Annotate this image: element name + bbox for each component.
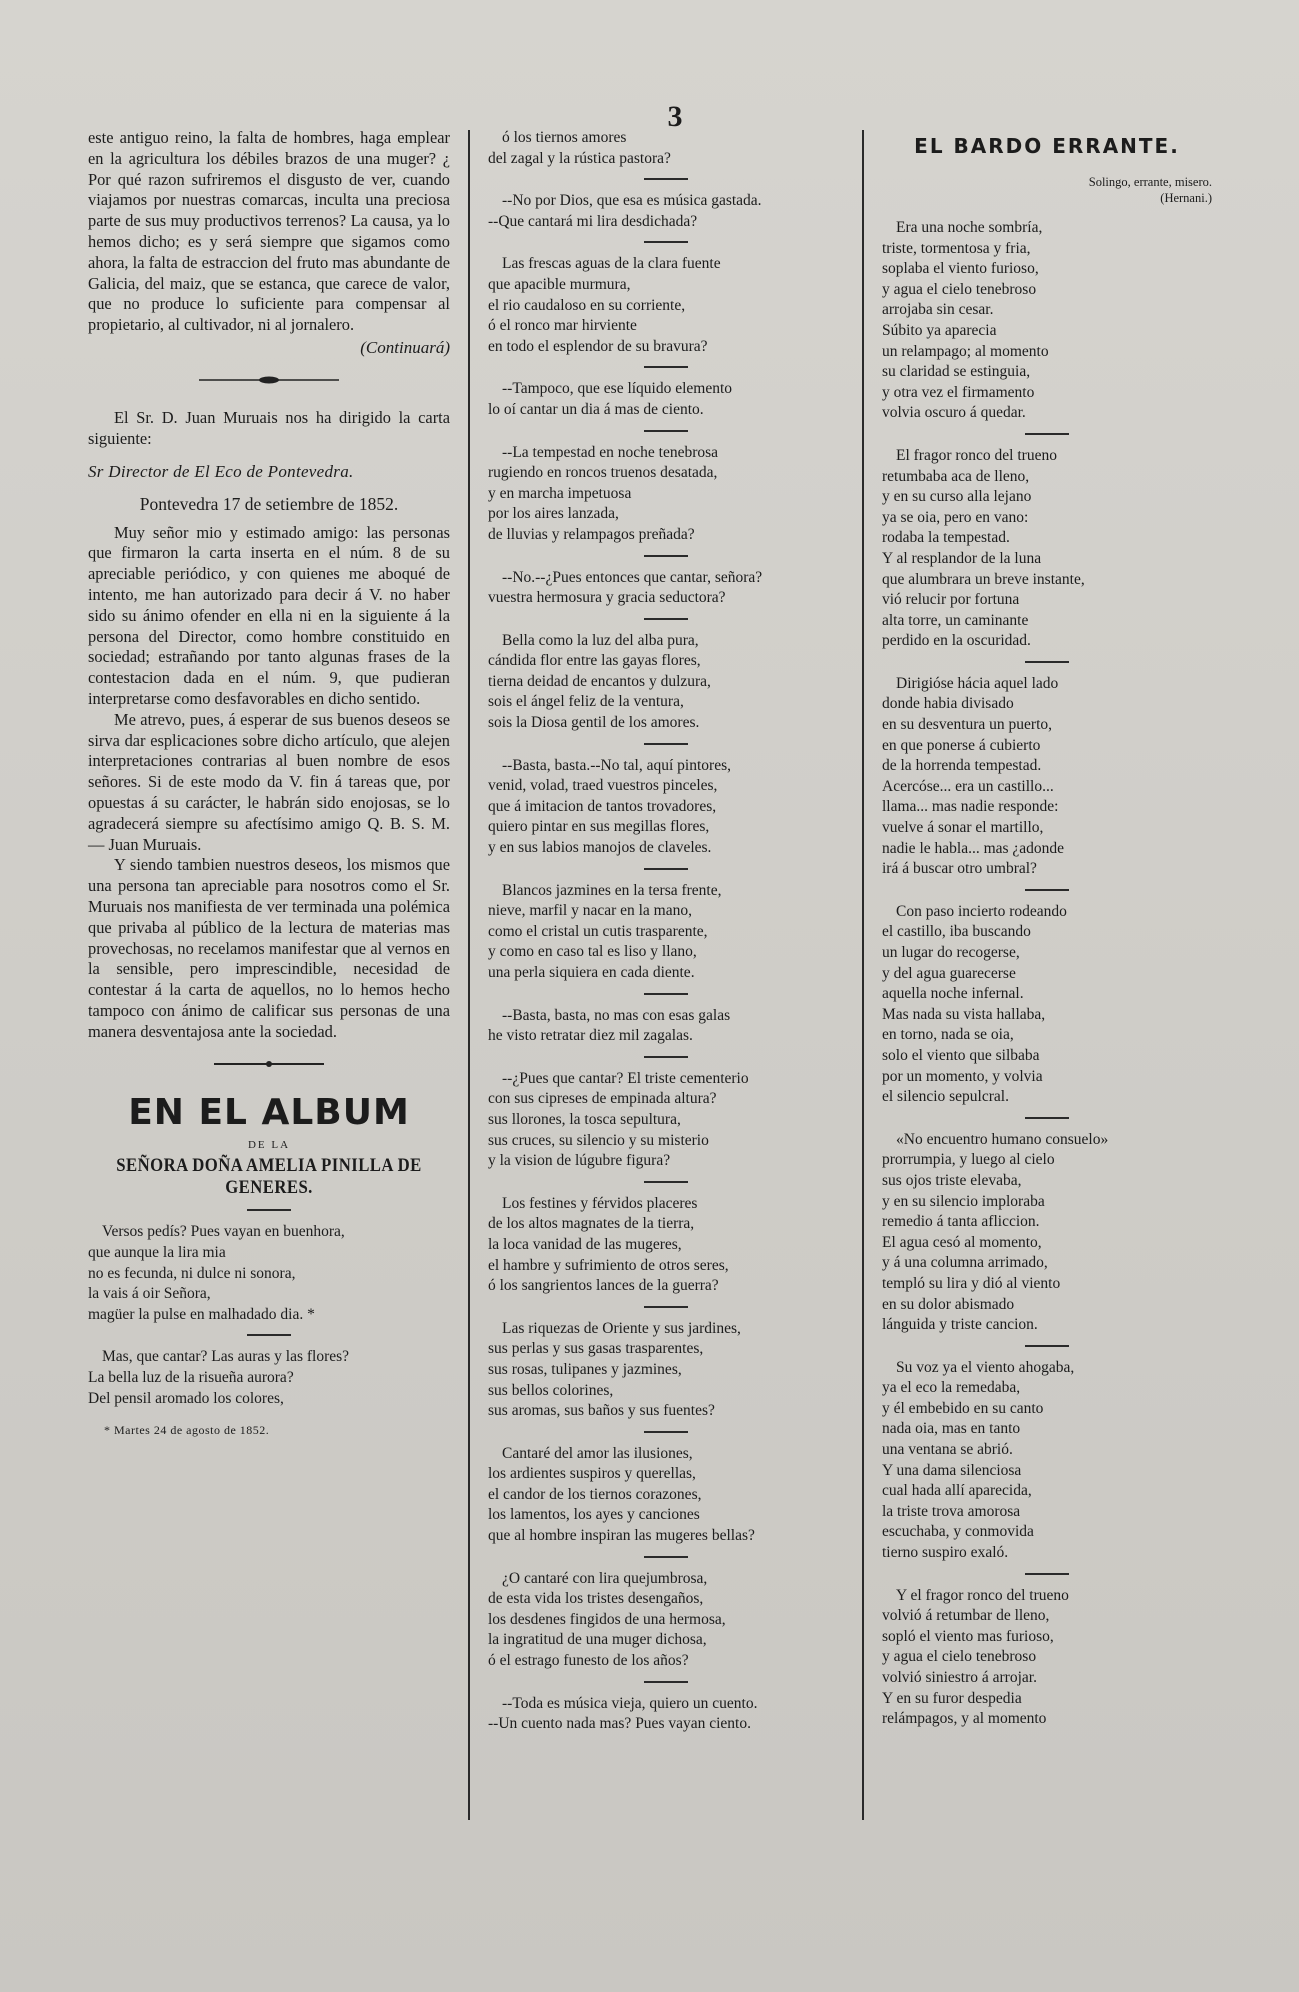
verse-line: Las frescas aguas de la clara fuente <box>502 255 721 273</box>
verse-line: sus rosas, tulipanes y jazmines, <box>488 1360 682 1378</box>
album-title: EN EL ALBUM <box>128 1092 410 1134</box>
verse-line: llama... mas nadie responde: <box>882 798 1059 816</box>
verse-line: cual hada allí aparecida, <box>882 1482 1032 1500</box>
page-number: 3 <box>667 100 683 133</box>
stanza-separator <box>644 618 688 620</box>
verse-line: --Basta, basta, no mas con esas galas <box>502 1006 731 1024</box>
verse-line: Mas, que cantar? Las auras y las flores? <box>102 1348 350 1366</box>
verse-line: --La tempestad en noche tenebrosa <box>502 443 719 461</box>
stanza-separator <box>644 1556 688 1558</box>
verse-line: sois el ángel feliz de la ventura, <box>488 693 684 711</box>
verse-line: tierno suspiro exaló. <box>882 1544 1009 1562</box>
verse-line: que apacible murmura, <box>488 275 631 293</box>
verse-line: he visto retratar diez mil zagalas. <box>488 1027 693 1045</box>
verse-line: irá á buscar otro umbral? <box>882 860 1037 878</box>
verse-line: sois la Diosa gentil de los amores. <box>488 714 700 732</box>
verse-line: los desdenes fingidos de una hermosa, <box>488 1610 726 1628</box>
letter-intro: El Sr. D. Juan Muruais nos ha dirigido la carta siguiente: <box>88 407 450 448</box>
verse-line: sus perlas y sus gasas trasparentes, <box>488 1340 704 1358</box>
verse-line: vió relucir por fortuna <box>882 591 1020 609</box>
verse-line: Era una noche sombría, <box>896 219 1043 236</box>
verse-line: tierna deidad de encantos y dulzura, <box>488 672 711 690</box>
verse-line: rugiendo en roncos truenos desatada, <box>488 464 718 482</box>
epigraph-line: Solingo, errante, misero. <box>1088 175 1212 189</box>
verse-line: --Basta, basta.--No tal, aquí pintores, <box>502 756 731 774</box>
verse-line: alta torre, un caminante <box>882 611 1029 629</box>
verse-line: en todo el esplendor de su bravura? <box>488 337 708 355</box>
verse-line: y otra vez el firmamento <box>882 383 1035 401</box>
verse-line: un relampago; al momento <box>882 342 1049 360</box>
verse-line: ¿O cantaré con lira quejumbrosa, <box>502 1569 708 1587</box>
stanza-separator <box>1025 433 1069 435</box>
verse-line: --Un cuento nada mas? Pues vayan ciento. <box>488 1715 751 1733</box>
verse-line: nieve, marfil y nacar en la mano, <box>488 902 692 920</box>
verse-line: «No encuentro humano consuelo» <box>896 1130 1109 1148</box>
stanza-separator <box>1025 1345 1069 1347</box>
poem-title: EL BARDO ERRANTE. <box>914 134 1180 158</box>
verse-line: prorrumpia, y luego al cielo <box>882 1151 1055 1169</box>
album-poem-continued <box>488 128 843 1735</box>
verse-line: Dirigióse hácia aquel lado <box>896 674 1059 692</box>
verse-line: relámpagos, y al momento <box>882 1710 1047 1728</box>
verse-line: y del agua guarecerse <box>882 964 1016 982</box>
ornament-divider <box>88 1056 450 1074</box>
verse-line: por un momento, y volvia <box>882 1067 1043 1085</box>
verse-line: que alumbrara un breve instante, <box>882 570 1085 588</box>
verse-line: Bella como la luz del alba pura, <box>502 631 699 649</box>
verse-line: volvió á retumbar de lleno, <box>882 1607 1050 1625</box>
verse-line: una perla siquiera en cada diente. <box>488 964 695 981</box>
verse-line: Blancos jazmines en la tersa frente, <box>502 881 722 899</box>
verse-line: el hambre y sufrimiento de otros seres, <box>488 1256 729 1274</box>
verse-line: vuelve á sonar el martillo, <box>882 819 1044 837</box>
verse-line: lánguida y triste cancion. <box>882 1316 1038 1334</box>
epigraph-attribution: (Hernani.) <box>1160 191 1212 205</box>
verse-line: cándida flor entre las gayas flores, <box>488 652 701 670</box>
stanza-separator <box>1025 889 1069 891</box>
continued-note: (Continuará) <box>360 337 450 357</box>
verse-line: y á una columna arrimado, <box>882 1254 1048 1272</box>
ornament-divider <box>88 372 450 390</box>
column-middle <box>488 128 843 1735</box>
verse-line: la loca vanidad de las mugeres, <box>488 1235 682 1253</box>
verse-line: El agua cesó al momento, <box>882 1233 1042 1251</box>
verse-line: y agua el cielo tenebroso <box>882 280 1037 298</box>
verse-line: Con paso incierto rodeando <box>896 902 1067 920</box>
stanza-separator <box>644 366 688 368</box>
column-left <box>88 128 450 1438</box>
verse-line: y en su silencio imploraba <box>882 1192 1045 1210</box>
verse-line: lo oí cantar un dia á mas de ciento. <box>488 400 704 418</box>
verse-line: aquella noche infernal. <box>882 985 1024 1003</box>
verse-line: vuestra hermosura y gracia seductora? <box>488 589 726 607</box>
verse-line: magüer la pulse en malhadado dia. * <box>88 1305 315 1323</box>
verse-line: de lluvias y relampagos preñada? <box>488 525 695 543</box>
stanza-separator <box>644 1681 688 1683</box>
stanza-separator <box>644 1181 688 1183</box>
verse-line: Cantaré del amor las ilusiones, <box>502 1444 693 1462</box>
verse-line: sus llorones, la tosca sepultura, <box>488 1110 681 1128</box>
verse-line: y en sus labios manojos de claveles. <box>488 839 712 857</box>
stanza-separator <box>644 555 688 557</box>
verse-line: nada oia, mas en tanto <box>882 1420 1021 1438</box>
verse-line: retumbaba aca de lleno, <box>882 467 1030 485</box>
verse-line: --Que cantará mi lira desdichada? <box>488 212 698 230</box>
verse-line: sopló el viento mas furioso, <box>882 1627 1054 1645</box>
verse-line: la ingratitud de una muger dichosa, <box>488 1631 707 1649</box>
verse-line: y en su curso alla lejano <box>882 488 1032 506</box>
verse-line: ó el ronco mar hirviente <box>488 317 637 335</box>
article-continuation: este antiguo reino, la falta de hombres, haga emplear en la agricultura los débiles brazos de una muger? ¿ Por qué razon sufriremos el disgusto de ver, cuando viajamos por nuestras comarcas, inculta una preciosa parte de sus muy productivos terrenos? La causa, ya lo hemos dicho; es y será siempre que sigamos como ahora, la falta de estraccion del fruto mas abundante de Galicia, del maiz, que se estanca, que carece de valor, que no produce lo suficiente para compensar al propietario, al cultivador, ni al jornalero. <box>88 128 450 335</box>
album-dedication: SEÑORA DOÑA AMELIA PINILLA DE GENERES. <box>116 1155 422 1199</box>
stanza-separator <box>644 743 688 745</box>
stanza-separator <box>1025 1117 1069 1119</box>
verse-line: sus bellos colorines, <box>488 1381 614 1399</box>
verse-line: por los aires lanzada, <box>488 505 619 523</box>
verse-line: soplaba el viento furioso, <box>882 260 1039 278</box>
verse-line: donde habia divisado <box>882 695 1014 713</box>
verse-line: rodaba la tempestad. <box>882 529 1010 547</box>
verse-line: --Tampoco, que ese líquido elemento <box>502 380 733 398</box>
verse-line: Súbito ya aparecia <box>882 321 997 339</box>
stanza-separator <box>247 1334 291 1336</box>
verse-line: y agua el cielo tenebroso <box>882 1648 1037 1666</box>
letter-dateline: Pontevedra 17 de setiembre de 1852. <box>139 493 399 514</box>
verse-line: sus aromas, sus baños y sus fuentes? <box>488 1402 715 1420</box>
verse-line: --No por Dios, que esa es música gastada. <box>502 192 762 210</box>
stanza-separator <box>644 1056 688 1058</box>
verse-line: el candor de los tiernos corazones, <box>488 1485 702 1503</box>
verse-line: Y el fragor ronco del trueno <box>896 1586 1069 1604</box>
verse-line: de los altos magnates de la tierra, <box>488 1215 695 1233</box>
verse-line: la triste trova amorosa <box>882 1502 1021 1520</box>
verse-line: sus ojos triste elevaba, <box>882 1171 1022 1189</box>
verse-line: perdido en la oscuridad. <box>882 632 1031 650</box>
verse-line: volvió siniestro á arrojar. <box>882 1669 1037 1686</box>
verse-line: sus cruces, su silencio y su misterio <box>488 1131 709 1149</box>
verse-line: su claridad se estinguia, <box>882 363 1031 381</box>
letter-paragraph: Muy señor mio y estimado amigo: las personas que firmaron la carta inserta en el núm. 8 de su apreciable periódico, y con quienes me aboqué de intento, me han autorizado para decir á V. no haber sido su ánimo ofender en ella ni en la siguiente á la persona del Director, como hombre constituido en sociedad; estrañando por tanto algunas frases de la contestacion dada en el núm. 9, que pudieran interpretarse como desfavorables en dicho sentido. <box>88 522 450 708</box>
stanza-separator <box>644 178 688 180</box>
verse-line: y en marcha impetuosa <box>488 484 632 502</box>
column-rule <box>468 130 470 1820</box>
verse-line: escuchaba, y conmovida <box>882 1523 1034 1541</box>
verse-line: Versos pedís? Pues vayan en buenhora, <box>102 1223 345 1241</box>
verse-line: los lamentos, los ayes y canciones <box>488 1506 700 1524</box>
column-rule <box>862 130 864 1820</box>
verse-line: --Toda es música vieja, quiero un cuento. <box>502 1694 758 1712</box>
verse-line: solo el viento que silbaba <box>882 1046 1040 1064</box>
verse-line: en que ponerse á cubierto <box>882 736 1041 754</box>
column-right <box>882 128 1212 1730</box>
verse-line: el silencio sepulcral. <box>882 1088 1009 1106</box>
stanza-separator <box>644 430 688 432</box>
stanza-separator <box>644 993 688 995</box>
verse-line: Acercóse... era un castillo... <box>882 777 1054 795</box>
verse-line: nadie le habla... mas ¿adonde <box>882 839 1065 857</box>
verse-line: que á imitacion de tantos trovadores, <box>488 797 717 815</box>
stanza-separator <box>644 868 688 870</box>
verse-line: no es fecunda, ni dulce ni sonora, <box>88 1264 296 1282</box>
verse-line: del zagal y la rústica pastora? <box>488 149 671 167</box>
stanza-separator <box>247 1209 291 1211</box>
verse-line: Del pensil aromado los colores, <box>88 1389 284 1407</box>
verse-line: ya se oia, pero en vano: <box>882 508 1029 526</box>
verse-line: ó el estrago funesto de los años? <box>488 1652 689 1670</box>
verse-line: y la vision de lúgubre figura? <box>488 1152 671 1170</box>
verse-line: en torno, nada se oia, <box>882 1026 1014 1044</box>
footnote: * Martes 24 de agosto de 1852. <box>104 1423 270 1438</box>
album-subtitle: DE LA <box>247 1139 291 1152</box>
bardo-poem <box>882 218 1212 1730</box>
album-poem <box>88 1222 450 1409</box>
verse-line: El fragor ronco del trueno <box>896 446 1057 464</box>
verse-line: de esta vida los tristes desengaños, <box>488 1590 704 1608</box>
verse-line: un lugar do recogerse, <box>882 944 1020 961</box>
verse-line: Y en su furor despedia <box>882 1689 1022 1707</box>
verse-line: remedio á tanta afliccion. <box>882 1213 1040 1231</box>
stanza-separator <box>644 241 688 243</box>
stanza-separator <box>644 1306 688 1308</box>
letter-paragraph: Me atrevo, pues, á esperar de sus buenos deseos se sirva dar esplicaciones sobre dicho artículo, que alejen interpretaciones contrarias al buen nombre de esos señores. Si de este modo da V. fin á tareas que, por opuestas á su carácter, le habrán sido enojosas, se lo agradecerá siempre su afectísimo amigo Q. B. S. M. — Juan Muruais. <box>88 709 450 854</box>
verse-line: --¿Pues que cantar? El triste cementerio <box>502 1069 749 1087</box>
verse-line: y como en caso tal es liso y llano, <box>488 943 697 961</box>
verse-line: de la horrenda tempestad. <box>882 757 1042 775</box>
verse-line: en su desventura un puerto, <box>882 716 1053 734</box>
stanza-separator <box>1025 1573 1069 1575</box>
verse-line: volvia oscuro á quedar. <box>882 404 1026 422</box>
verse-line: quiero pintar en sus megillas flores, <box>488 818 710 836</box>
verse-line: arrojaba sin cesar. <box>882 301 994 319</box>
verse-line: Los festines y férvidos placeres <box>502 1194 698 1212</box>
verse-line: Su voz ya el viento ahogaba, <box>896 1358 1075 1376</box>
verse-line: el rio caudaloso en su corriente, <box>488 296 686 314</box>
verse-line: La bella luz de la risueña aurora? <box>88 1369 294 1387</box>
verse-line: ya el eco la remedaba, <box>882 1379 1021 1397</box>
letter-salutation: Sr Director de El Eco de Pontevedra. <box>88 461 354 481</box>
verse-line: Las riquezas de Oriente y sus jardines, <box>502 1319 741 1337</box>
verse-line: en su dolor abismado <box>882 1295 1015 1313</box>
stanza-separator <box>1025 661 1069 663</box>
verse-line: --No.--¿Pues entonces que cantar, señora? <box>502 568 763 586</box>
verse-line: con sus cipreses de empinada altura? <box>488 1090 717 1108</box>
verse-line: Y una dama silenciosa <box>882 1461 1022 1479</box>
verse-line: la vais á oir Señora, <box>88 1285 211 1303</box>
verse-line: venid, volad, traed vuestros pinceles, <box>488 777 718 795</box>
editor-response: Y siendo tambien nuestros deseos, los mismos que una persona tan apreciable para nosotros como el Sr. Muruais nos manifiesta de ver terminada una polémica que privaba al público de la lectura de materias mas provechosas, no recelamos manifestar que al vernos en la sensible, pero imprescindible, necesidad de contestar á la carta de aquellos, no lo hemos hecho tampoco con ánimo de calificar sus personas de una manera desventajosa ante la sociedad. <box>88 855 450 1041</box>
verse-line: Mas nada su vista hallaba, <box>882 1005 1046 1023</box>
verse-line: Y al resplandor de la luna <box>882 549 1042 567</box>
epigraph <box>882 174 1212 206</box>
verse-line: una ventana se abrió. <box>882 1441 1013 1459</box>
verse-line: y él embebido en su canto <box>882 1399 1044 1417</box>
verse-line: ó los sangrientos lances de la guerra? <box>488 1277 719 1295</box>
verse-line: que aunque la lira mia <box>88 1244 226 1262</box>
verse-line: templó su lira y dió al viento <box>882 1274 1061 1292</box>
verse-line: ó los tiernos amores <box>502 129 627 146</box>
verse-line: como el cristal un cutis trasparente, <box>488 922 708 940</box>
verse-line: el castillo, iba buscando <box>882 923 1031 941</box>
stanza-separator <box>644 1431 688 1433</box>
verse-line: que al hombre inspiran las mugeres bellas? <box>488 1527 755 1545</box>
verse-line: triste, tormentosa y fria, <box>882 239 1031 257</box>
verse-line: los ardientes suspiros y querellas, <box>488 1465 696 1483</box>
